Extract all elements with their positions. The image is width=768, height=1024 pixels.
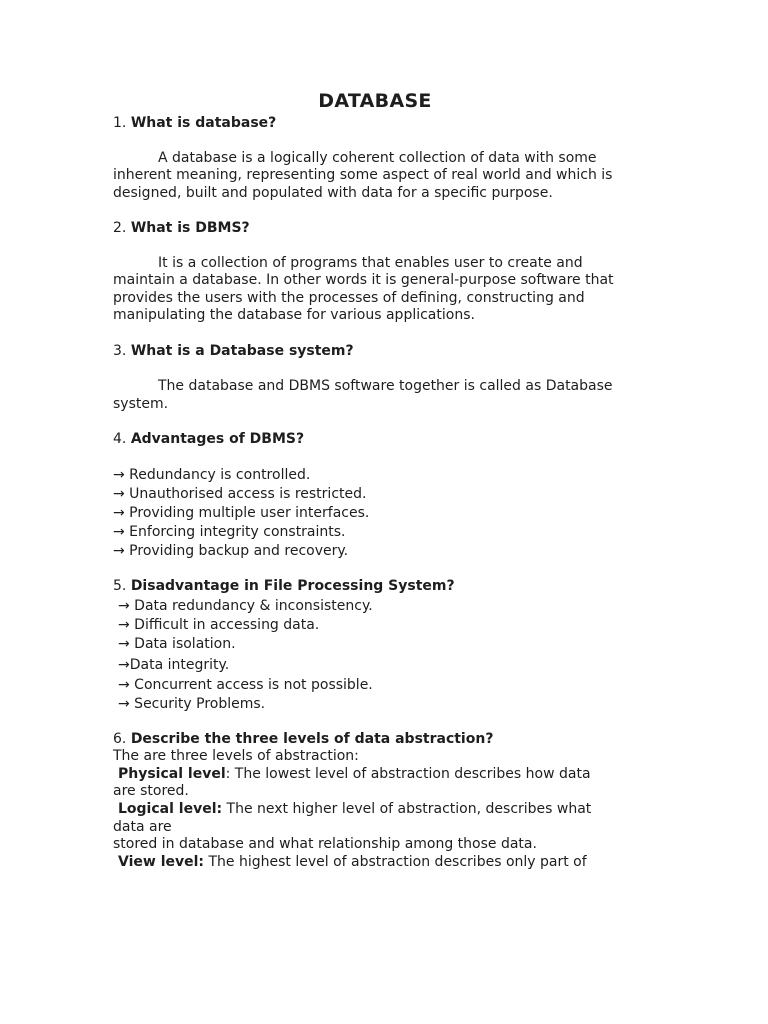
q3-line-1: The database and DBMS software together is called as Database [158, 378, 613, 394]
q6-physical-level: Physical level: The lowest level of abstraction describes how data [118, 766, 591, 782]
q6-intro: The are three levels of abstraction: [113, 748, 359, 764]
question-2-heading: 2. What is DBMS? [113, 220, 250, 236]
q2-line-4: manipulating the database for various applications. [113, 307, 475, 323]
q6-logical-level: Logical level: The next higher level of abstraction, describes what [118, 801, 592, 817]
q6-logical-cont-1: data are [113, 819, 172, 835]
page-title: DATABASE [318, 90, 432, 112]
q5-item-1: → Data redundancy & inconsistency. [118, 598, 373, 614]
q2-line-3: provides the users with the processes of defining, constructing and [113, 290, 585, 306]
question-6-heading: 6. Describe the three levels of data abstraction? [113, 731, 494, 747]
q4-item-2: → Unauthorised access is restricted. [113, 486, 367, 502]
q6-view-level: View level: The highest level of abstraction describes only part of [118, 854, 587, 870]
q4-item-4: → Enforcing integrity constraints. [113, 524, 346, 540]
q4-item-3: → Providing multiple user interfaces. [113, 505, 370, 521]
q6-logical-cont-2: stored in database and what relationship among those data. [113, 836, 537, 852]
q5-item-6: → Security Problems. [118, 696, 266, 712]
question-1-heading: 1. What is database? [113, 115, 277, 131]
q4-item-1: → Redundancy is controlled. [113, 467, 311, 483]
question-4-heading: 4. Advantages of DBMS? [113, 431, 305, 447]
q6-physical-cont: are stored. [113, 783, 189, 799]
q5-item-3: → Data isolation. [118, 636, 236, 652]
q1-line-1: A database is a logically coherent collection of data with some [158, 150, 597, 166]
q2-line-1: It is a collection of programs that enables user to create and [158, 255, 583, 271]
q1-line-3: designed, built and populated with data for a specific purpose. [113, 185, 553, 201]
q1-line-2: inherent meaning, representing some aspect of real world and which is [113, 167, 613, 183]
q2-line-2: maintain a database. In other words it is general-purpose software that [113, 272, 614, 288]
question-5-heading: 5. Disadvantage in File Processing System? [113, 578, 455, 594]
q4-item-5: → Providing backup and recovery. [113, 543, 349, 559]
q5-item-4: →Data integrity. [118, 657, 230, 673]
q3-line-2: system. [113, 396, 169, 412]
q5-item-5: → Concurrent access is not possible. [118, 677, 373, 693]
question-3-heading: 3. What is a Database system? [113, 343, 354, 359]
q5-item-2: → Difficult in accessing data. [118, 617, 320, 633]
